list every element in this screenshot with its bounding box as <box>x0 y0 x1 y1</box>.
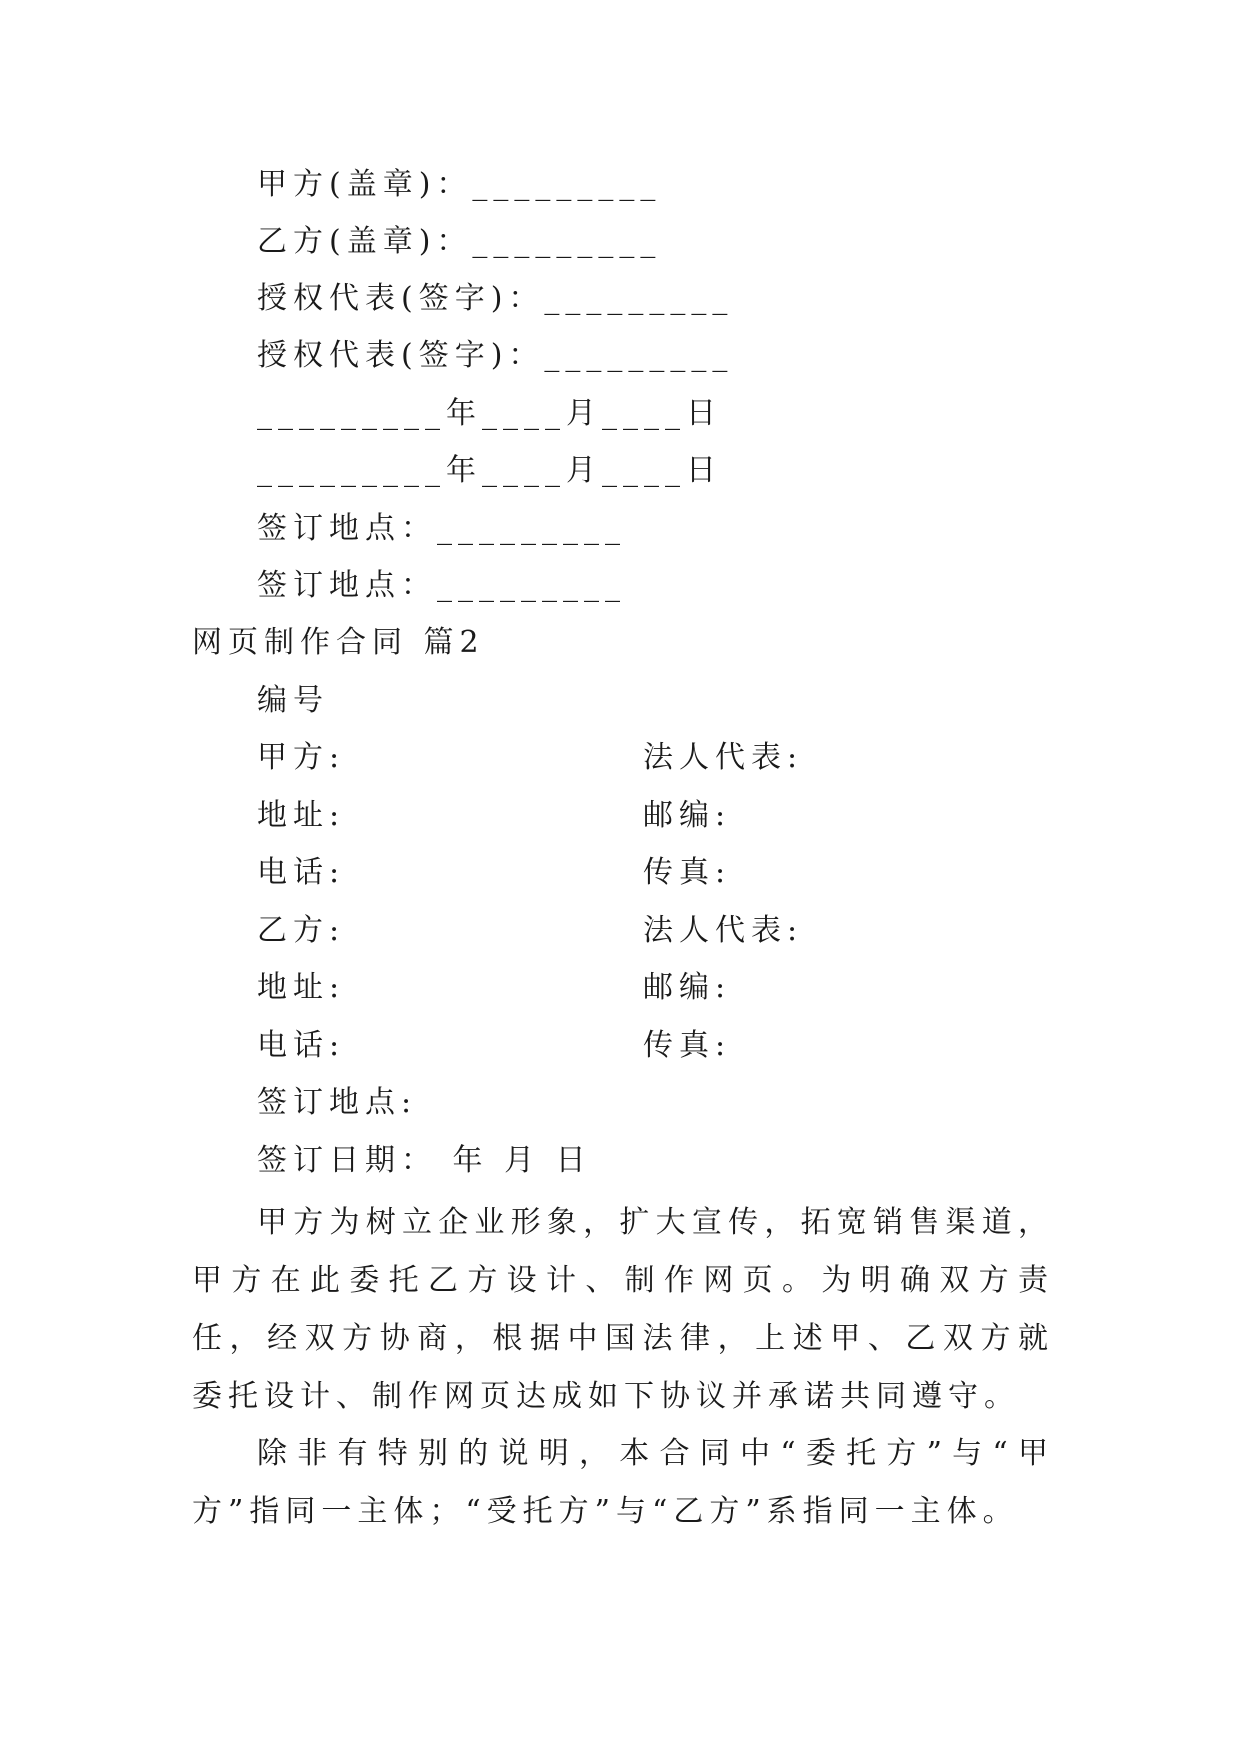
party-a-fax-label: 传真: <box>643 855 732 890</box>
definitions-paragraph: 除非有特别的说明，本合同中“委托方”与“甲方”指同一主体；“受托方”与“乙方”系指同一主体。 <box>192 1436 1054 1529</box>
party-b-phone-label: 电话: <box>257 1028 346 1063</box>
intro-paragraph: 甲方为树立企业形象，扩大宣传，拓宽销售渠道，甲方在此委托乙方设计、制作网页。为明确双方责任，经双方协商，根据中国法律，上述甲、乙双方就委托设计、制作网页达成如下协议并承诺共同遵守。 <box>192 1205 1054 1414</box>
date-line-2: _________年____月____日 <box>257 453 722 488</box>
party-b-fax-label: 传真: <box>643 1028 732 1063</box>
party-b-seal-line: 乙方(盖章)：_________ <box>257 224 662 259</box>
party-b-label: 乙方: <box>257 913 346 948</box>
signing-place-label: 签订地点: <box>257 1085 418 1120</box>
contract-number-label: 编号 <box>257 683 329 718</box>
party-a-rep-label: 法人代表: <box>643 740 804 775</box>
signing-place-line-2: 签订地点：_________ <box>257 568 626 603</box>
signing-date-label: 签订日期： 年 月 日 <box>257 1143 592 1178</box>
date-line-1: _________年____月____日 <box>257 396 722 431</box>
party-a-label: 甲方: <box>257 740 346 775</box>
party-b-rep-label: 法人代表: <box>643 913 804 948</box>
party-a-postcode-label: 邮编: <box>643 798 732 833</box>
section-title: 网页制作合同 篇2 <box>192 625 485 660</box>
party-a-phone-label: 电话: <box>257 855 346 890</box>
party-b-address-label: 地址: <box>257 970 346 1005</box>
rep-sign-line-2: 授权代表(签字)：_________ <box>257 338 734 373</box>
signing-place-line-1: 签订地点：_________ <box>257 511 626 546</box>
rep-sign-line-1: 授权代表(签字)：_________ <box>257 281 734 316</box>
party-a-seal-line: 甲方(盖章)：_________ <box>257 167 662 202</box>
party-a-address-label: 地址: <box>257 798 346 833</box>
party-b-postcode-label: 邮编: <box>643 970 732 1005</box>
